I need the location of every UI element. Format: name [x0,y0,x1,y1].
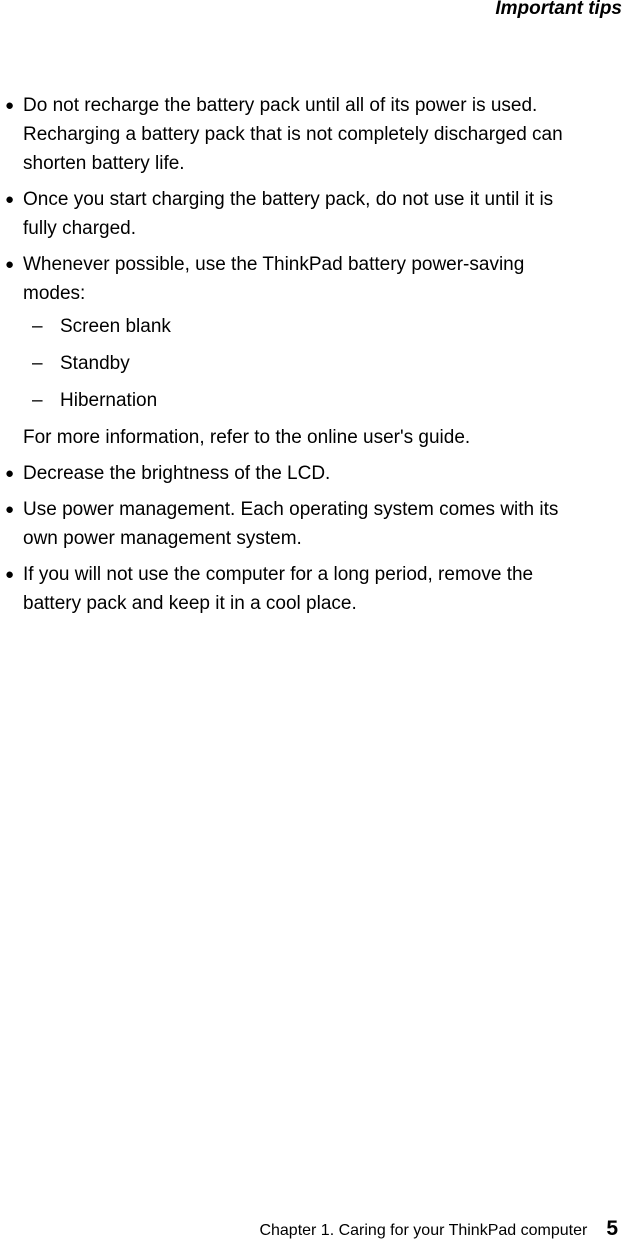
tip-text-line: Use power management. Each operating system comes with its [23,499,559,520]
tip-text-line: Recharging a battery pack that is not completely discharged can [23,124,563,145]
power-saving-modes-list [23,312,625,415]
tip-text-line: own power management system. [23,528,302,549]
dash-icon: – [32,390,43,411]
dash-icon: – [32,316,43,337]
tip-text-line: battery pack and keep it in a cool place. [23,593,357,614]
tip-text-line: If you will not use the computer for a long period, remove the [23,564,534,585]
tip-text-line: fully charged. [23,218,137,239]
bullet-icon: ● [5,501,15,518]
sublist-item [23,386,625,415]
tip-text-line: Once you start charging the battery pack, do not use it until it is [23,189,554,210]
list-item [0,185,625,243]
page-header-title: Important tips [495,0,622,19]
sublist-item-label: Screen blank [60,316,171,337]
list-item [0,560,625,618]
page-number: 5 [606,1217,618,1240]
list-item [0,495,625,553]
tip-text-line: Do not recharge the battery pack until all of its power is used. [23,95,538,116]
bullet-icon: ● [5,191,15,208]
sublist-item-label: Hibernation [60,390,158,411]
list-item [0,459,625,488]
bullet-icon: ● [5,97,15,114]
bullet-icon: ● [5,566,15,583]
tip-note: For more information, refer to the online user's guide. [23,427,471,448]
tip-text-line: Whenever possible, use the ThinkPad battery power-saving [23,254,525,275]
list-item [0,250,625,452]
page-footer [259,1217,618,1243]
footer-chapter-title: Chapter 1. Caring for your ThinkPad computer [259,1222,588,1239]
tips-list [0,91,625,625]
bullet-icon: ● [5,256,15,273]
sublist-item [23,312,625,341]
dash-icon: – [32,353,43,374]
tip-text-line: Decrease the brightness of the LCD. [23,463,331,484]
sublist-item-label: Standby [60,353,130,374]
bullet-icon: ● [5,465,15,482]
tip-text-line: modes: [23,283,86,304]
sublist-item [23,349,625,378]
list-item [0,91,625,178]
tip-text-line: shorten battery life. [23,153,185,174]
